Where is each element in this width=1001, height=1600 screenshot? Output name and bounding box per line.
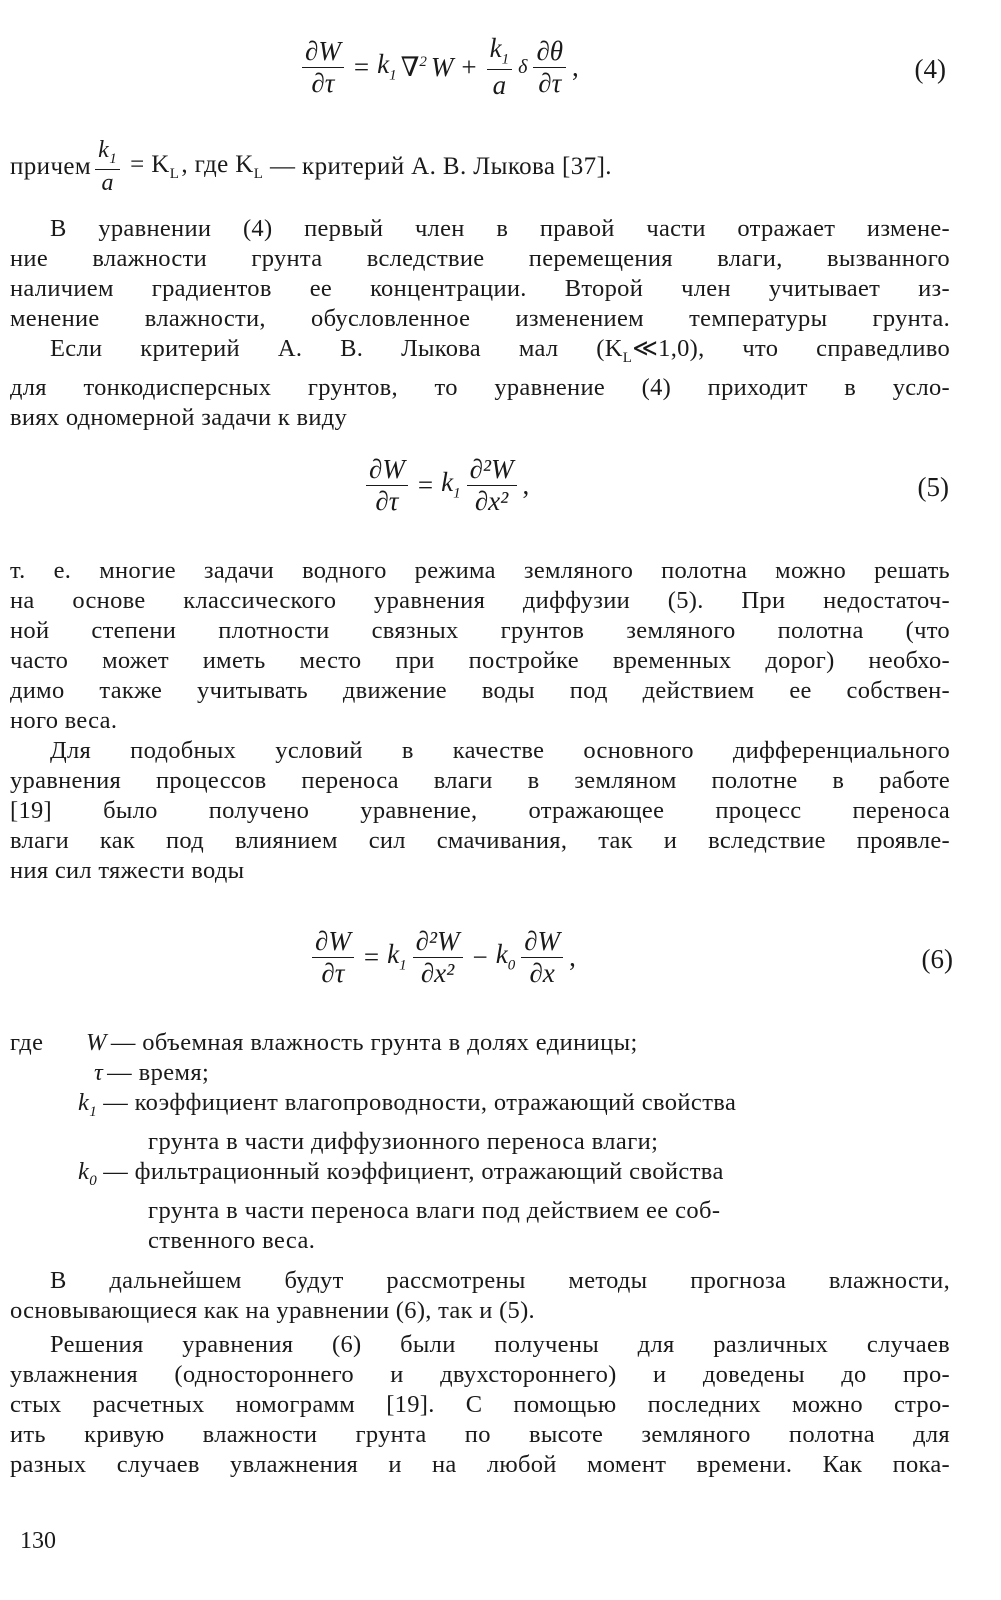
p4-line-3: [19] было получено уравнение, отражающее процесс переноса [10, 797, 950, 824]
p1-line-4: менение влажности, обусловленное изменением температуры грунта. [10, 305, 950, 332]
p2-line-1: Если критерий А. В. Лыкова мал $(K_L≪1,0)$, что справедливо [50, 335, 950, 366]
eq6-number: (6) [921, 944, 953, 974]
definition-tau [10, 1058, 955, 1088]
definition-term-k1: $k_1$ [78, 1089, 98, 1120]
page-number: 130 [20, 1528, 56, 1554]
p4-line-2: уравнения процессов переноса влаги в земляном полотне в работе [10, 767, 950, 794]
definition-k1 [10, 1088, 955, 1127]
p4-line-5: ния сил тяжести воды [10, 857, 245, 884]
eq4-lhs-fraction [302, 37, 344, 97]
p3-line-1: т. е. многие задачи водного режима земляного полотна можно решать [10, 557, 950, 584]
eq4-theta-fraction [533, 37, 566, 97]
eq6-right-fraction [521, 927, 563, 987]
definition-k1-cont: грунта в части диффузионного переноса влаги; [148, 1127, 659, 1155]
eq6-lhs-num: ∂W [312, 927, 354, 957]
eq5-comma: , [522, 469, 530, 500]
eq5-lhs-den: ∂τ [375, 485, 399, 516]
eq4-w: W [430, 51, 454, 82]
eq6-right-num: ∂W [521, 927, 563, 957]
eq6-mid-fraction [413, 927, 463, 987]
definition-text-k0: — фильтрационный коэффициент, отражающий свойства [103, 1157, 724, 1185]
eq4-number: (4) [914, 54, 946, 84]
p5-line-2: основывающиеся как на уравнении (6), так и (5). [10, 1297, 535, 1324]
paragraph-2 [10, 334, 950, 433]
eq4-k-over-a [487, 34, 512, 99]
definition-term-tau: τ [94, 1059, 104, 1086]
p5-line-1: В дальнейшем будут рассмотрены методы прогноза влажности, [50, 1267, 950, 1294]
eq5-rhs-num: ∂²W [467, 455, 517, 485]
eq4-comma: , [572, 51, 579, 82]
definition-text-w: — объемная влажность грунта в долях единицы; [110, 1029, 638, 1056]
definition-k0-cont-2: ственного веса. [148, 1226, 316, 1254]
eq4-delta: δ [518, 55, 528, 78]
kl-post: — критерий А. В. Лыкова [37]. [263, 152, 612, 180]
eq4-theta-den: ∂τ [538, 67, 562, 98]
eq5-lhs-num: ∂W [366, 455, 408, 485]
kl-definition-line [10, 138, 612, 196]
p3-line-2: на основе классического уравнения диффузии (5). При недостаточ- [10, 587, 950, 614]
p3-line-5: димо также учитывать движение воды под действием ее собствен- [10, 677, 950, 704]
paragraph-4 [10, 736, 950, 886]
definition-w [10, 1028, 955, 1058]
definitions-intro: где [10, 1029, 44, 1056]
eq4-lhs-num: ∂W [302, 37, 344, 67]
p1-line-2: ние влажности грунта вследствие перемещения влаги, вызванного [10, 245, 950, 272]
kl-frac-num: $k_1$ [95, 138, 120, 170]
eq5-equals: = [417, 469, 434, 500]
kl-eq: = $K_L$ [130, 150, 180, 182]
eq6-coef0: $k_0$ [495, 939, 516, 974]
eq4-coef: $k_1$ [377, 49, 397, 84]
eq4-lhs-den: ∂τ [311, 67, 335, 98]
definition-k0 [10, 1157, 955, 1196]
kl-frac-den: a [101, 169, 114, 196]
kl-fraction [95, 138, 120, 196]
p1-line-1: В уравнении (4) первый член в правой части отражает измене- [50, 215, 950, 242]
eq5-lhs-fraction [366, 455, 408, 515]
p6-line-1: Решения уравнения (6) были получены для различных случаев [50, 1331, 950, 1358]
eq6-lhs-den: ∂τ [321, 957, 345, 988]
p2-line-2: для тонкодисперсных грунтов, то уравнение (4) приходит в усло- [10, 373, 950, 401]
eq5-coef: $k_1$ [441, 467, 461, 502]
eq4-a-den: a [492, 70, 507, 101]
p6-line-3: стых расчетных номограмм [19]. С помощью последних можно стро- [10, 1391, 950, 1418]
eq6-right-den: ∂x [529, 957, 555, 988]
p3-line-3: ной степени плотности связных грунтов земляного полотна (что [10, 617, 950, 644]
eq6-minus: − [472, 941, 488, 972]
kl-pre: причем [10, 152, 92, 180]
kl-mid: , где $K_L$ [181, 150, 264, 182]
equation-5 [0, 450, 1001, 520]
p4-line-1: Для подобных условий в качестве основного дифференциального [50, 737, 950, 764]
p4-line-4: влаги как под влиянием сил смачивания, так и вследствие проявле- [10, 827, 950, 854]
eq5-number: (5) [917, 472, 949, 502]
p6-line-2: увлажнения (одностороннего и двухстороннего) и доведены до про- [10, 1361, 950, 1388]
definition-text-k1: — коэффициент влагопроводности, отражающий свойства [103, 1089, 737, 1116]
eq5-rhs-fraction [467, 455, 517, 515]
eq6-equals: = [363, 941, 380, 972]
p3-line-6: ного веса. [10, 707, 118, 734]
definition-text-tau: — время; [107, 1059, 210, 1086]
eq4-k-num: $k_1$ [487, 34, 512, 70]
definition-term-w: W [86, 1029, 107, 1056]
equation-6 [0, 922, 1001, 992]
definitions-block [10, 1028, 955, 1256]
eq4-equals: = [353, 51, 370, 82]
p2-line-3: виях одномерной задачи к виду [10, 403, 348, 431]
eq4-nabla: ∇$^2$ [400, 51, 427, 82]
equation-4 [0, 32, 1001, 102]
eq6-comma: , [569, 941, 576, 972]
p1-line-3: наличием градиентов ее концентрации. Второй член учитывает из- [10, 275, 950, 302]
paragraph-6 [10, 1330, 950, 1480]
eq4-plus: + [461, 51, 477, 82]
paragraph-3 [10, 556, 950, 736]
eq6-coef1: $k_1$ [387, 939, 407, 974]
paragraph-1 [10, 214, 950, 334]
eq6-mid-num: ∂²W [413, 927, 463, 957]
definition-k0-cont: грунта в части переноса влаги под действием ее соб- [148, 1196, 721, 1224]
definition-term-k0: $k_0$ [78, 1157, 98, 1189]
paragraph-5 [10, 1266, 950, 1326]
p3-line-4: часто может иметь место при постройке временных дорог) необхо- [10, 647, 950, 674]
p6-line-5: разных случаев увлажнения и на любой момент времени. Как пока- [10, 1451, 950, 1478]
eq6-mid-den: ∂x² [420, 957, 455, 988]
eq4-theta-num: ∂θ [533, 37, 566, 67]
eq5-rhs-den: ∂x² [474, 485, 509, 516]
eq6-lhs-fraction [312, 927, 354, 987]
p6-line-4: ить кривую влажности грунта по высоте земляного полотна для [10, 1421, 950, 1448]
